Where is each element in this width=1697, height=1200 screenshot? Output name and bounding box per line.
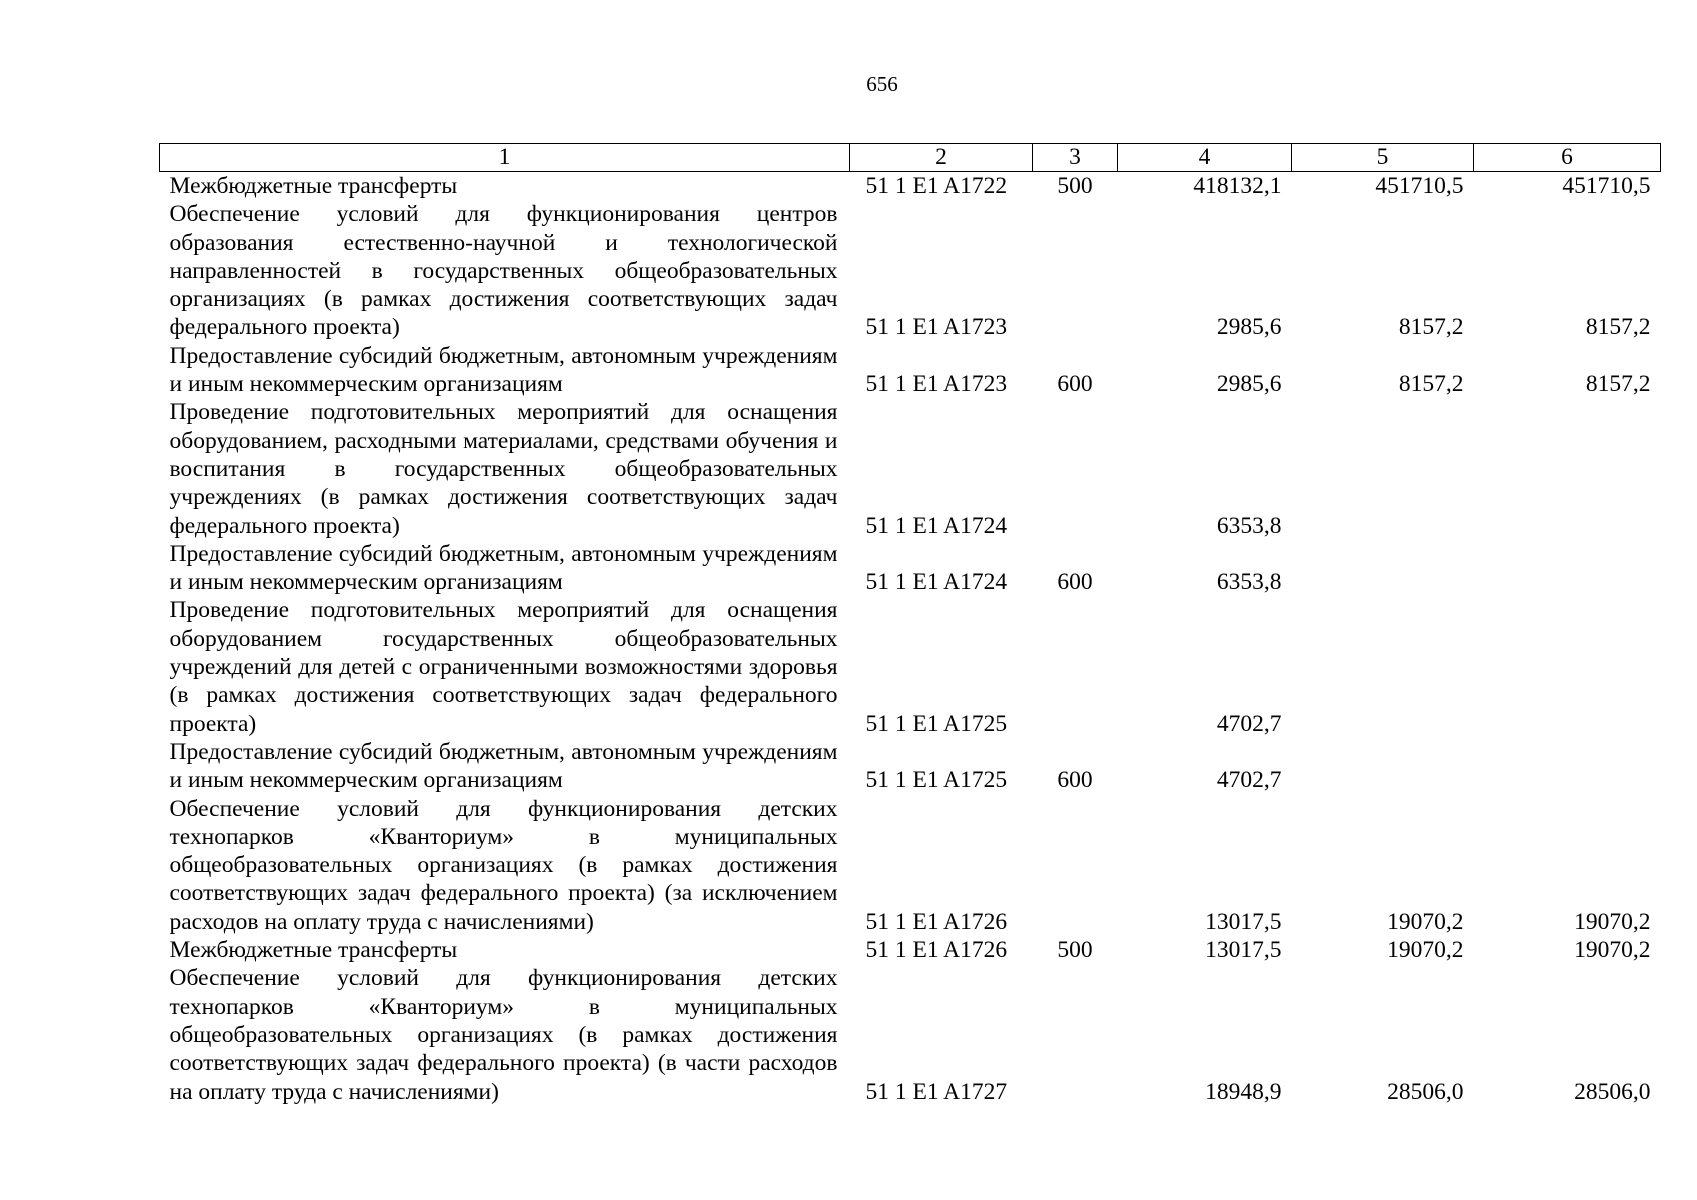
row-target-code: 51 1 E1 A1727 [865, 1078, 1008, 1105]
row-amount-col5 [1292, 398, 1474, 539]
row-expense-type: 600 [1057, 371, 1093, 398]
row-amount-col4: 4702,7 [1216, 710, 1282, 737]
row-amount-col5 [1292, 596, 1474, 737]
row-amount-col4: 6353,8 [1216, 512, 1282, 539]
table-row [160, 342, 1661, 399]
row-amount-col4: 13017,5 [1205, 937, 1282, 964]
header-col-1: 1 [160, 144, 850, 172]
budget-table-container [159, 143, 1660, 1106]
table-row [160, 964, 1661, 1105]
row-name: Обеспечение условий для функционирования детских технопарков «Кванториум» в муниципальных общеобразовательных организациях (в рамках достижения соответствующих задач федерального проекта) (за исключением расходов на оплату труда с начислениями) [169, 795, 838, 935]
row-amount-col5: 19070,2 [1387, 908, 1464, 935]
header-col-3: 3 [1033, 144, 1118, 172]
table-row [160, 795, 1661, 936]
row-amount-col5 [1292, 540, 1474, 597]
page-number: 656 [866, 72, 898, 96]
row-amount-col4: 6353,8 [1216, 569, 1282, 596]
row-target-code: 51 1 E1 A1724 [865, 569, 1008, 596]
row-amount-col5: 28506,0 [1387, 1078, 1464, 1105]
row-expense-type [1033, 398, 1118, 539]
row-expense-type: 600 [1057, 767, 1093, 794]
header-col-2: 2 [850, 144, 1033, 172]
budget-table [159, 143, 1661, 1106]
table-row [160, 540, 1661, 597]
header-col-4: 4 [1118, 144, 1292, 172]
table-row [160, 738, 1661, 795]
row-name: Обеспечение условий для функционирования детских технопарков «Кванториум» в муниципальных общеобразовательных организациях (в рамках достижения соответствующих задач федерального проекта) (в части расходов на оплату труда с начислениями) [169, 965, 838, 1105]
row-expense-type [1033, 795, 1118, 936]
table-row [160, 200, 1661, 341]
row-name: Межбюджетные трансферты [169, 937, 458, 964]
row-amount-col4: 2985,6 [1216, 371, 1282, 398]
row-name: Предоставление субсидий бюджетным, автономным учреждениям и иным некоммерческим организациям [169, 342, 838, 398]
row-amount-col6: 19070,2 [1574, 937, 1651, 964]
row-target-code: 51 1 E1 A1725 [865, 767, 1008, 794]
row-target-code: 51 1 E1 A1724 [865, 512, 1008, 539]
row-target-code: 51 1 E1 A1725 [865, 710, 1008, 737]
row-name: Проведение подготовительных мероприятий для оснащения оборудованием государственных общеобразовательных учреждений для детей с ограниченными возможностями здоровья (в рамках достижения соответствующих задач федерального проекта) [169, 597, 838, 737]
row-target-code: 51 1 E1 A1726 [865, 908, 1008, 935]
row-name: Предоставление субсидий бюджетным, автономным учреждениям и иным некоммерческим организациям [169, 540, 838, 596]
row-amount-col4: 13017,5 [1205, 908, 1282, 935]
row-amount-col6 [1474, 738, 1661, 795]
row-amount-col6: 8157,2 [1585, 371, 1651, 398]
table-row [160, 398, 1661, 539]
row-amount-col5: 8157,2 [1398, 371, 1464, 398]
row-expense-type: 600 [1057, 569, 1093, 596]
row-amount-col6 [1474, 398, 1661, 539]
row-expense-type: 500 [1057, 173, 1093, 199]
row-name: Обеспечение условий для функционирования центров образования естественно-научной и технологической направленностей в государственных общеобразовательных организациях (в рамках достижения соответствующих задач федерального проекта) [169, 201, 838, 341]
header-col-6: 6 [1474, 144, 1661, 172]
row-amount-col6: 28506,0 [1574, 1078, 1651, 1105]
row-amount-col4: 4702,7 [1216, 767, 1282, 794]
row-expense-type [1033, 964, 1118, 1105]
table-row [160, 596, 1661, 737]
row-name: Проведение подготовительных мероприятий для оснащения оборудованием, расходными материалами, средствами обучения и воспитания в государственных общеобразовательных учреждениях (в рамках достижения соответствующих задач федерального проекта) [169, 399, 838, 539]
header-col-5: 5 [1292, 144, 1474, 172]
row-amount-col4: 2985,6 [1216, 314, 1282, 341]
row-amount-col6: 8157,2 [1585, 314, 1651, 341]
row-amount-col5: 8157,2 [1398, 314, 1464, 341]
row-amount-col5 [1292, 738, 1474, 795]
row-amount-col6: 451710,5 [1562, 173, 1651, 199]
row-amount-col6: 19070,2 [1574, 908, 1651, 935]
row-target-code: 51 1 E1 A1723 [865, 371, 1008, 398]
row-target-code: 51 1 E1 A1722 [865, 173, 1008, 199]
row-name: Предоставление субсидий бюджетным, автономным учреждениям и иным некоммерческим организациям [169, 738, 838, 794]
row-amount-col4: 418132,1 [1193, 173, 1282, 199]
row-target-code: 51 1 E1 A1726 [865, 937, 1008, 964]
row-amount-col4: 18948,9 [1205, 1078, 1282, 1105]
row-amount-col5: 19070,2 [1387, 937, 1464, 964]
row-amount-col6 [1474, 596, 1661, 737]
table-row [160, 936, 1661, 964]
row-expense-type [1033, 200, 1118, 341]
row-name: Межбюджетные трансферты [169, 173, 458, 199]
row-amount-col5: 451710,5 [1375, 173, 1464, 199]
row-amount-col6 [1474, 540, 1661, 597]
row-target-code: 51 1 E1 A1723 [865, 314, 1008, 341]
table-row [160, 172, 1661, 201]
row-expense-type [1033, 596, 1118, 737]
table-header-row [160, 144, 1661, 172]
row-expense-type: 500 [1057, 937, 1093, 964]
